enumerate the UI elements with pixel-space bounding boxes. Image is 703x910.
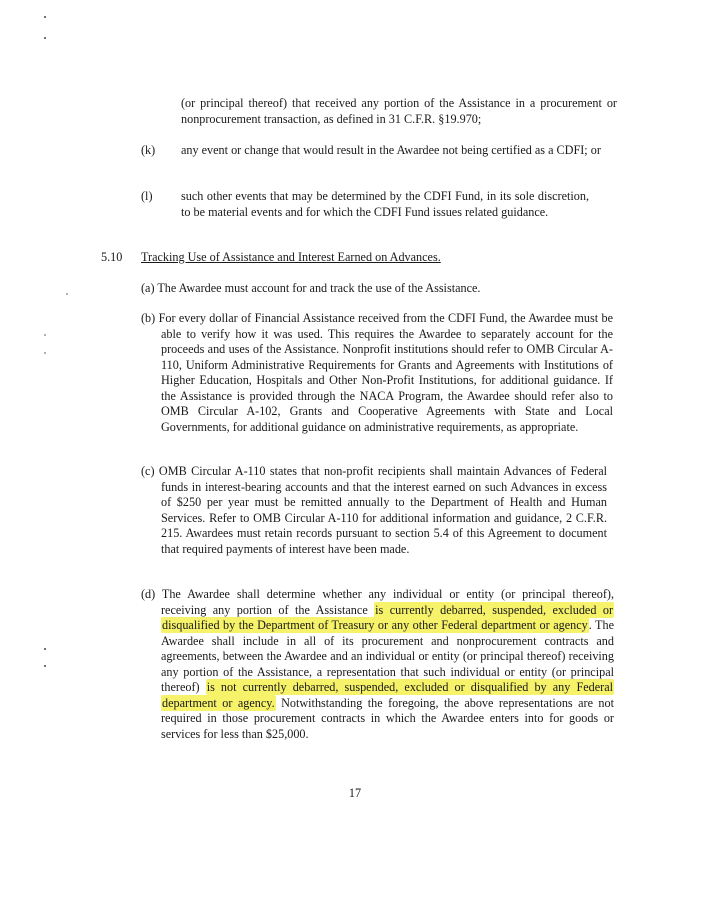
subitem-b-text: (b) For every dollar of Financial Assistance received from the CDFI Fund, the Awardee must be able to verify how it was used. This requires the Awardee to separately account for the proceeds and uses of the Assistance. Nonprofit institutions should refer to OMB Circular A-110, Uniform Administrative Requirements for Grants and Agreements with Institutions of Higher Education, Hospitals and Other Non-Profit Institutions, for additional guidance. If the Assistance is provided through the NACA Program, the Awardee should refer also to OMB Circular A-102, Grants and Cooperative Agreements with State and Local Governments, for additional guidance on administrative requirements, as appropriate. [141, 311, 613, 434]
scan-speck [44, 334, 46, 336]
scan-speck [44, 665, 46, 667]
highlighted-text: is not currently debarred, suspended, excluded or disqualified by any Federal department or agency. [162, 680, 613, 710]
list-item-l [141, 189, 617, 220]
item-marker: (l) [141, 189, 153, 203]
scan-speck [44, 352, 46, 354]
continuation-text: (or principal thereof) that received any portion of the Assistance in a procurement or nonprocurement transaction, as defined in 31 C.F.R. §19.970; [181, 96, 617, 126]
subitem-c [141, 464, 607, 557]
section-title: Tracking Use of Assistance and Interest Earned on Advances. [141, 250, 441, 264]
item-text: any event or change that would result in the Awardee not being certified as a CDFI; or [181, 143, 601, 157]
scan-speck [44, 648, 46, 650]
section-number: 5.10 [101, 250, 123, 264]
item-marker: (k) [141, 143, 156, 157]
continuation-paragraph [181, 96, 617, 127]
subitem-b [141, 311, 613, 435]
subitem-c-text: (c) OMB Circular A-110 states that non-profit recipients shall maintain Advances of Federal funds in interest-bearing accounts and that the interest earned on such Advances in excess of $250 per year must be remitted annually to the Department of Health and Human Services. Refer to OMB Circular A-110 for additional information and guidance, 2 C.F.R. 215. Awardees must retain records pursuant to section 5.4 of this Agreement to document that required payments of interest have been made. [141, 464, 607, 556]
subitem-d-text [141, 587, 614, 742]
item-text: such other events that may be determined by the CDFI Fund, in its sole discretion, to be material events and for which the CDFI Fund issues related guidance. [181, 189, 589, 219]
page-number: 17 [348, 786, 362, 800]
subitem-d-part1: (d) The Awardee shall determine whether any individual or entity (or principal thereof), receiving any portion of the Assistance [141, 587, 614, 617]
scan-speck [66, 293, 68, 295]
subitem-d [141, 587, 614, 742]
subitem-a-text: (a) The Awardee must account for and track the use of the Assistance. [141, 281, 481, 295]
subitem-d-part2: . The Awardee shall include in all of its procurement and nonprocurement contracts and agreements, between the Awardee and an individual or entity (or principal thereof) receiving any portion of the Assistance, a representation that such individual or entity (or principal thereof) [161, 618, 614, 694]
subitem-a [141, 281, 621, 297]
scan-speck [44, 37, 46, 39]
list-item-k [141, 143, 617, 159]
subitem-d-part3: Notwithstanding the foregoing, the above representations are not required in those procurement contracts in which the Awardee enters into for goods or services for less than $25,000. [161, 695, 614, 741]
scan-speck [44, 16, 46, 18]
highlighted-text: is currently debarred, suspended, excluded or disqualified by the Department of Treasury or any other Federal department or agency [162, 602, 613, 632]
